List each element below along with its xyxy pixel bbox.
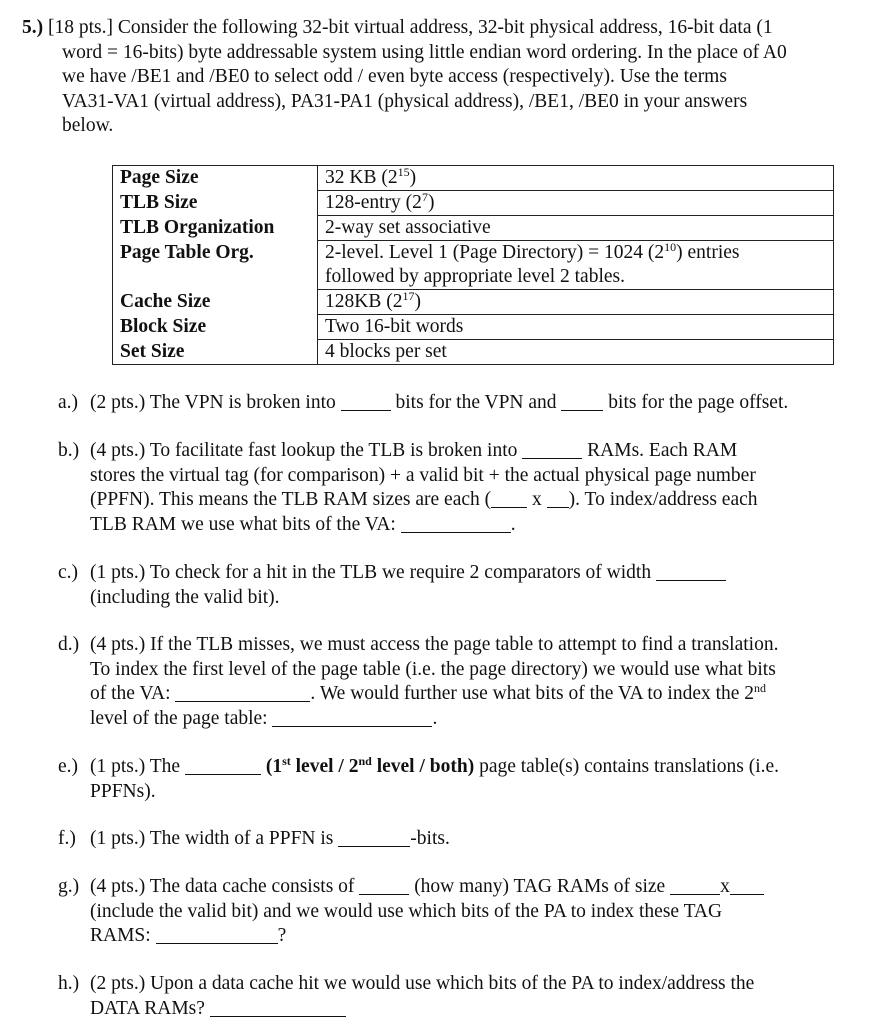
answer-blank-d1[interactable] [175, 683, 310, 702]
pt-org-value: 2-level. Level 1 (Page Directory) = 1024 $(2^{10})$ entries followed by appropriate level 2 tables. [318, 241, 834, 290]
intro-line-2: word = 16-bits) byte addressable system using little endian word ordering. In the place of A0 [62, 41, 787, 63]
intro-line-4: VA31-VA1 (virtual address), PA31-PA1 (physical address), /BE1, /BE0 in your answers [62, 90, 748, 112]
answer-blank-g4[interactable] [156, 925, 278, 944]
spec-table [112, 165, 834, 365]
answer-blank-g1[interactable] [359, 876, 409, 895]
question-c: c.) (1 pts.) To check for a hit in the TLB we require 2 comparators of width (including the valid bit). [58, 561, 858, 610]
answer-blank-e1[interactable] [185, 756, 261, 775]
answer-blank-a2[interactable] [561, 392, 603, 411]
question-e: e.) (1 pts.) The (1st level / 2nd level / both) page table(s) contains translations (i.e. PPFNs). [58, 754, 780, 802]
question-b: b.) (4 pts.) To facilitate fast lookup the TLB is broken into RAMs. Each RAM stores the virtual tag (for comparison) + a valid bit + the actual physical page number (PPFN). This means the TLB RAM sizes are each ( x ). To index/address each TLB RAM we use what bits of the VA: . [58, 440, 758, 535]
answer-blank-h1[interactable] [210, 998, 346, 1017]
answer-blank-b1[interactable] [522, 440, 582, 459]
page-size-label: Page Size [113, 166, 318, 191]
question-a: a.) (2 pts.) The VPN is broken into bits for the VPN and bits for the page offset. [58, 392, 789, 413]
tlb-size-label: TLB Size [113, 191, 318, 216]
block-size-value: Two 16-bit words [318, 315, 834, 340]
answer-blank-c1[interactable] [656, 562, 726, 581]
set-size-label: Set Size [113, 340, 318, 365]
tlb-org-value: 2-way set associative [318, 216, 834, 241]
block-size-label: Block Size [113, 315, 318, 340]
intro-line-3: we have /BE1 and /BE0 to select odd / even byte access (respectively). Use the terms [62, 66, 727, 87]
question-g: g.) (4 pts.) The data cache consists of (how many) TAG RAMs of size x (include the valid bit) and we would use which bits of the PA to index these TAG RAMS: ? [58, 875, 858, 949]
question-h: h.) (2 pts.) Upon a data cache hit we would use which bits of the PA to index/address the DATA RAMs? [58, 973, 755, 1019]
answer-blank-b3[interactable] [547, 489, 569, 508]
answer-blank-b4[interactable] [401, 514, 511, 533]
question-f: f.) (1 pts.) The width of a PPFN is -bits. [58, 828, 450, 849]
answer-blank-a1[interactable] [341, 392, 391, 411]
answer-blank-g3[interactable] [730, 876, 764, 895]
page-size-value: 32 KB $(2^{15})$ [318, 166, 834, 191]
question-d: d.) (4 pts.) If the TLB misses, we must access the page table to attempt to find a translation. To index the first level of the page table (i.e. the page directory) we would use what bits of the VA: . We would further use what bits of the VA to index the 2nd level of the page table: . [58, 634, 779, 729]
answer-blank-b2[interactable] [491, 489, 527, 508]
answer-blank-g2[interactable] [670, 876, 720, 895]
intro-line-1: [18 pts.] Consider the following 32-bit virtual address, 32-bit physical address, 16-bit data (1 [48, 17, 773, 38]
intro-line-5: below. [62, 115, 114, 136]
problem-number: 5.) [22, 17, 44, 38]
pt-org-label: Page Table Org. [113, 241, 318, 290]
tlb-org-label: TLB Organization [113, 216, 318, 241]
answer-blank-d2[interactable] [272, 708, 432, 727]
cache-size-label: Cache Size [113, 290, 318, 315]
problem-intro [22, 16, 857, 139]
answer-blank-f1[interactable] [338, 828, 410, 847]
tlb-size-value: 128-entry $(2^7)$ [318, 191, 834, 216]
cache-size-value: 128KB $(2^{17})$ [318, 290, 834, 315]
set-size-value: 4 blocks per set [318, 340, 834, 365]
